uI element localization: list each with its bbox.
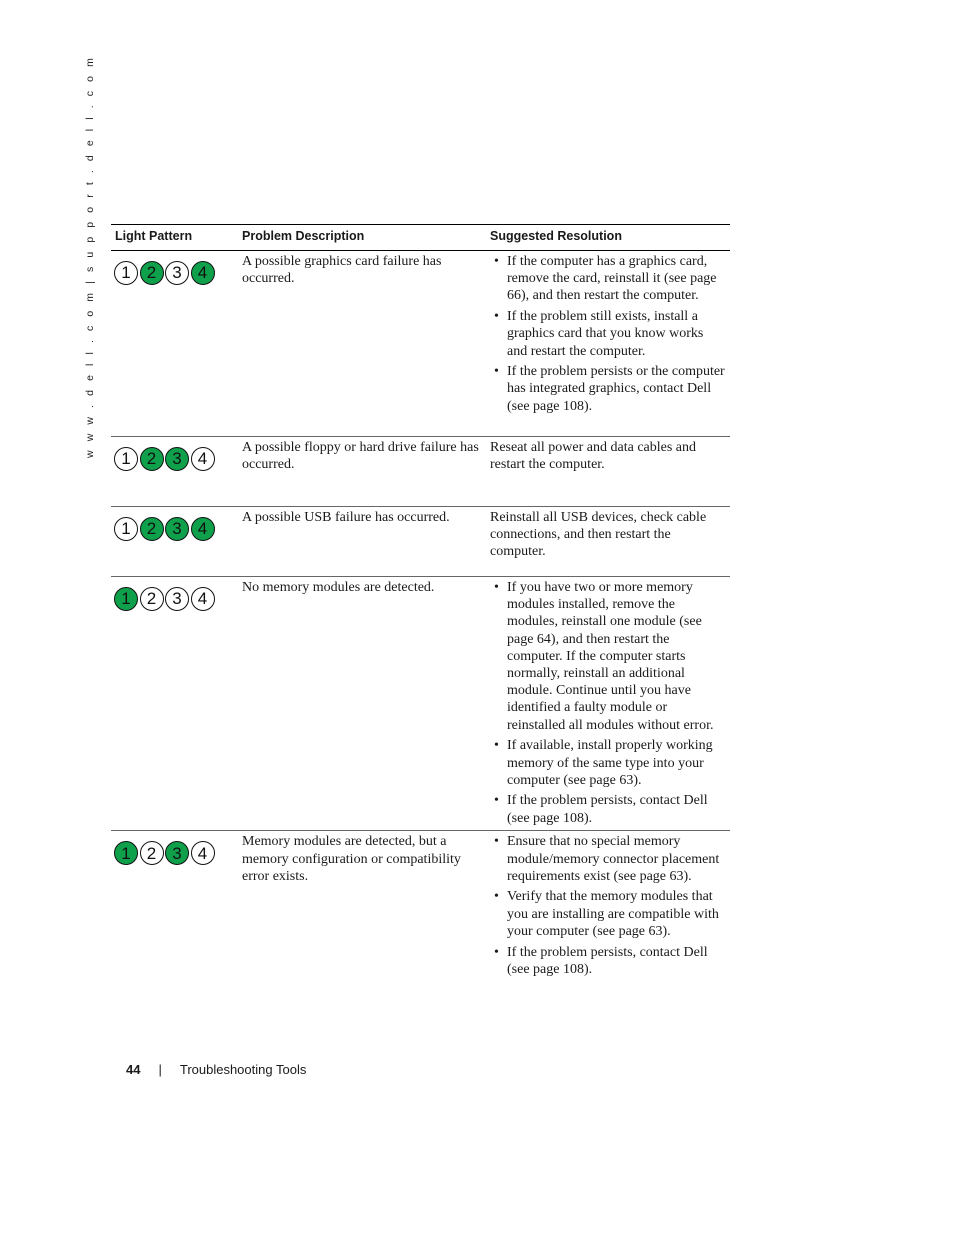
suggested-resolution: [486, 577, 730, 831]
header-light-pattern: Light Pattern: [111, 225, 238, 251]
table-row: [111, 251, 730, 437]
problem-description: A possible USB failure has occurred.: [238, 507, 486, 577]
table-row: [111, 437, 730, 507]
resolution-bullet: • If the problem persists, contact Dell (see page 108).: [490, 792, 726, 826]
diagnostic-light-2-on: 2: [140, 517, 164, 541]
table-row: [111, 507, 730, 577]
diagnostic-lights: [114, 447, 238, 471]
diagnostic-lights: [114, 841, 238, 865]
diagnostic-light-1-on: 1: [114, 841, 138, 865]
resolution-list: [490, 579, 726, 827]
resolution-bullet: • If available, install properly working memory of the same type into your computer (see page 63).: [490, 737, 726, 789]
problem-description: A possible graphics card failure has occurred.: [238, 251, 486, 437]
footer-section-title: Troubleshooting Tools: [179, 1062, 307, 1077]
diagnostic-light-1-off: 1: [114, 517, 138, 541]
light-pattern-cell: [111, 251, 238, 437]
diagnostic-light-4-on: 4: [191, 517, 215, 541]
resolution-bullet: • If the computer has a graphics card, remove the card, reinstall it (see page 66), and then restart the computer.: [490, 253, 726, 305]
resolution-list: [490, 833, 726, 978]
diagnostic-light-4-off: 4: [191, 447, 215, 471]
resolution-list: [490, 253, 726, 415]
diagnostic-light-4-on: 4: [191, 261, 215, 285]
footer-separator: |: [158, 1062, 162, 1077]
diagnostic-light-4-off: 4: [191, 841, 215, 865]
problem-description: Memory modules are detected, but a memory configuration or compatibility error exists.: [242, 834, 461, 884]
diagnostic-light-2-off: 2: [140, 841, 164, 865]
light-pattern-cell: [111, 577, 238, 831]
diagnostic-lights: [114, 261, 238, 285]
resolution-text: Reinstall all USB devices, check cable connections, and then restart the computer.: [490, 510, 707, 560]
diagnostic-light-3-off: 3: [165, 587, 189, 611]
page-number: 44: [126, 1062, 141, 1077]
suggested-resolution: [486, 831, 730, 982]
resolution-bullet: • Verify that the memory modules that you are installing are compatible with your computer (see page 63).: [490, 888, 726, 940]
table-row: [111, 577, 730, 831]
diagnostic-light-3-on: 3: [165, 841, 189, 865]
diagnostic-light-2-off: 2: [140, 587, 164, 611]
diagnostic-lights: [114, 517, 238, 541]
resolution-bullet: • If the problem persists or the computer has integrated graphics, contact Dell (see page 108).: [490, 363, 726, 415]
diagnostic-light-3-on: 3: [165, 517, 189, 541]
light-pattern-cell: [111, 507, 238, 577]
resolution-bullet: • If the problem still exists, install a graphics card that you know works and restart the computer.: [490, 308, 726, 360]
diagnostic-light-1-off: 1: [114, 261, 138, 285]
diagnostic-light-1-on: 1: [114, 587, 138, 611]
diagnostic-light-3-off: 3: [165, 261, 189, 285]
header-suggested-resolution: Suggested Resolution: [486, 225, 730, 251]
diagnostic-light-2-on: 2: [140, 447, 164, 471]
diagnostic-light-4-off: 4: [191, 587, 215, 611]
diagnostic-lights: [114, 587, 238, 611]
light-pattern-cell: [111, 831, 238, 982]
problem-description: A possible floppy or hard drive failure has occurred.: [238, 437, 486, 507]
suggested-resolution: [486, 251, 730, 437]
page-footer: [126, 1062, 306, 1077]
diagnostic-light-2-on: 2: [140, 261, 164, 285]
diagnostic-light-3-on: 3: [165, 447, 189, 471]
side-url: w w w . d e l l . c o m | s u p p o r t . d e l l . c o m: [84, 55, 96, 458]
diagnostic-lights-table: [111, 224, 730, 981]
resolution-bullet: • Ensure that no special memory module/memory connector placement requirements exist (see page 63).: [490, 833, 726, 885]
table-row: [111, 831, 730, 982]
resolution-bullet: • If you have two or more memory modules installed, remove the modules, reinstall one module (see page 64), and then restart the computer. If the computer starts normally, reinstall an additional module. Continue until you have identified a faulty module or reinstalled all modules without error.: [490, 579, 726, 734]
resolution-text: Reseat all power and data cables and restart the computer.: [490, 440, 697, 473]
header-problem-description: Problem Description: [238, 225, 486, 251]
problem-description: No memory modules are detected.: [238, 577, 486, 831]
table-header-row: [111, 225, 730, 251]
resolution-bullet: • If the problem persists, contact Dell (see page 108).: [490, 944, 726, 978]
suggested-resolution: [486, 507, 730, 577]
suggested-resolution: [486, 437, 730, 507]
light-pattern-cell: [111, 437, 238, 507]
diagnostic-light-1-off: 1: [114, 447, 138, 471]
